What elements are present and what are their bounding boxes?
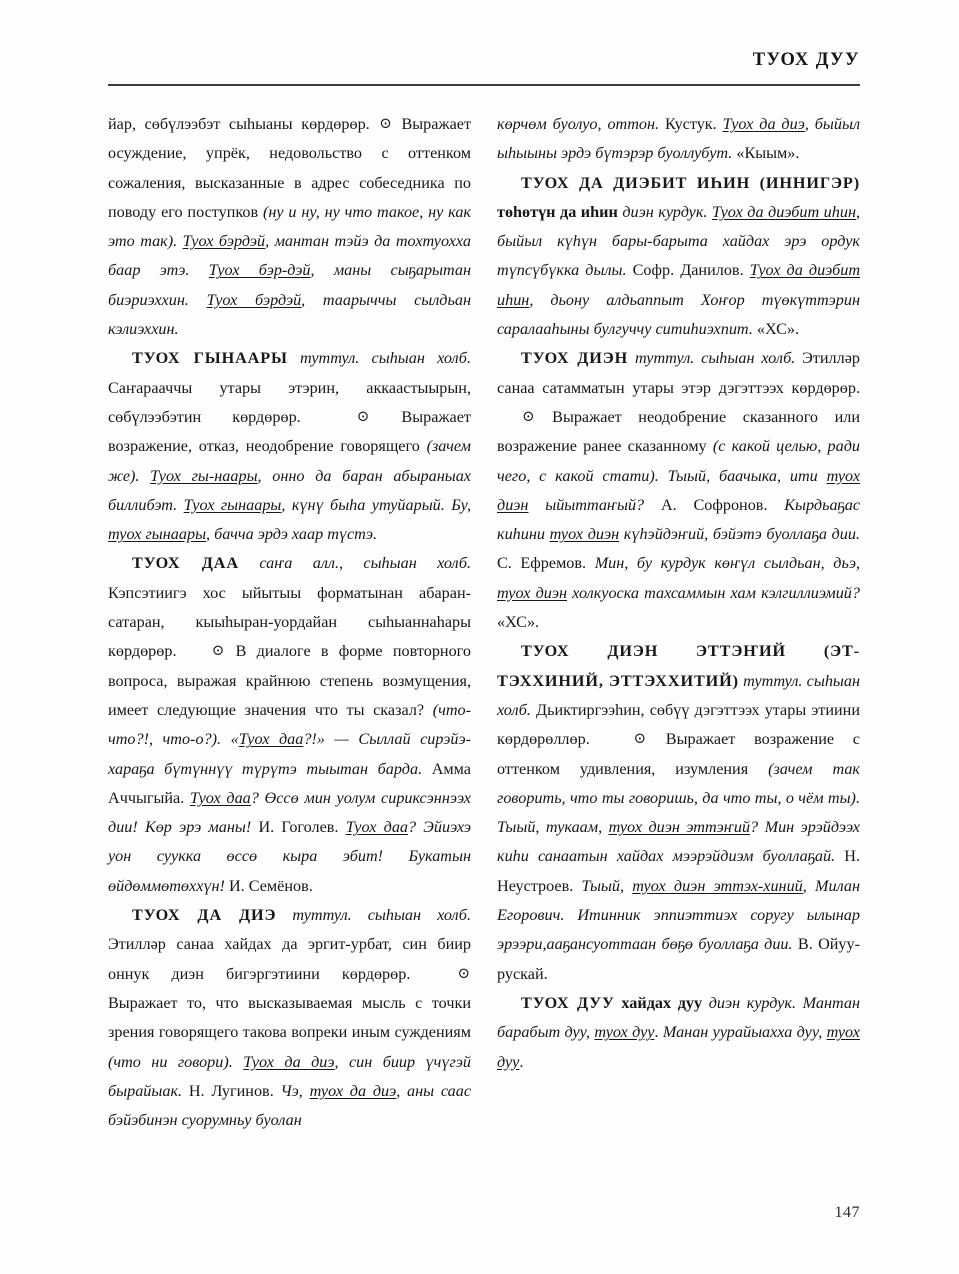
entry-headword: ТУОХ ДА ДИЭ [132,906,277,925]
example-prefix: Бу, [451,495,472,514]
entry-headword: ТУОХ ДАА [132,554,239,573]
entry-label: туттул. сыһыан холб. [635,349,796,368]
dictionary-entry [108,901,471,1135]
example-source: Амма Аччыгыйа. [108,759,471,807]
dictionary-entry [497,344,860,637]
entry-definition-sakha: Саҥарааччы утары этэрин, аккаастыырын, сөбүлээбэтин көрдөрөр. [108,378,471,426]
entry-definition-sakha: Дьиктиргээһин, сөбүү дэгэттээх утары этиини көрдөрөллөр. [497,700,860,749]
entry-gloss-paren: (с какой целью, ради чего, с какой стати). [497,437,860,485]
carryover-gloss-paren: (ну и ну, ну что такое, ну как это так). [108,202,471,251]
collocation: Туох гынаары [183,495,282,514]
entry-label: туттул. сыһыан холб. [292,906,471,925]
entry-headword: ТУОХ ДИЭН ЭТТЭҤИЙ (ЭТ-ТЭХХИНИЙ, ЭТТЭХХИТИЙ) [497,642,860,690]
example-text: , онно да баран абыраныах биллибэт. [108,466,471,514]
entry-label: туттул. сыһыан холб. [300,349,471,368]
entry-definition-sakha: Этилләр санаа хайдах да эргит-урбат, син биир оннук диэн бигэргэтиини көрдөрөр. [108,935,471,983]
collocation: туох дуу [497,1023,860,1071]
example-prefix: Кырдьаҕас киһини [497,495,861,544]
entry-gloss-paren: (зачем так говорить, что ты говоришь, да что ты, о чём ты). [497,759,860,807]
example-prefix: Тыый, тукаам, [497,818,609,837]
entry-label: туттул. сыһыан холб. [497,671,861,719]
sense-bullet-icon: ⊙ [457,965,471,982]
entry-gloss-paren: (зачем же). [108,437,471,485]
entry-headword-variant: хайдах дуу [621,993,703,1012]
collocation: туох да диэ [309,1081,397,1100]
example-prefix: Тыый, баачыка, ити [667,466,827,485]
collocation: Туох даа [238,730,304,749]
entry-label: саҥа алл., сыһыан холб. [259,554,472,573]
example-source: «ХС». [756,320,800,339]
entry-label: диэн курдук. [708,993,796,1012]
sense-bullet-icon: ⊙ [633,731,647,748]
entry-headword: ТУОХ ДИЭН [521,349,629,368]
example-prefix: Манан уурайыахха дуу, [662,1023,823,1042]
example-text: , маны сыҕарытан биэриэххин. [108,261,472,309]
entry-headword: ТУОХ ГЫНААРЫ [132,349,288,368]
example-source: Н. Лугинов. [188,1081,274,1100]
example-text: , быйыл ыһыыны эрдэ бүтэрэр буоллубут. [497,115,860,163]
dictionary-entry: ТУОХ ДУУ хайдах дуу диэн курдук. Мантан барабыт дуу, туох дуу. Манан уурайыахха дуу, туох дуу. [497,993,861,1071]
entry-gloss-ru: Выражает возражение, отказ, неодобрение говорящего [108,407,472,456]
collocation: Туох да диэбит иһин [497,261,861,309]
collocation: Туох да диэбит иһин [712,202,856,221]
example-text: , бачча эрдэ хаар түстэ. [206,525,378,544]
carryover-gloss-ru: Выражает осуждение, упрёк, недовольство с оттенком сожаления, высказанные в адрес собеседника по поводу его поступков [108,115,472,221]
example-source: Н. Неустроев. [497,847,860,895]
entry-gloss-ru: Выражает возражение с оттенком удивления, изумления [497,730,860,778]
entry-label: диэн курдук. [622,202,708,221]
collocation: туох диэн [497,466,861,514]
left-column [108,110,471,1190]
sense-bullet-icon: ⊙ [211,643,225,660]
example-text: , быйыл күһүн бары-барыта хайдах эрэ ордук түпсүбүкка дылы. [497,202,861,280]
collocation: Туох да диэ [722,115,805,133]
collocation: туох диэн эттэҥий [608,818,751,837]
example-text: , күнү быһа утуйарый. [281,495,445,514]
entry-gloss-paren: (что ни говори). [108,1052,233,1071]
example-text: , таарыччы сылдьан кэлиэххин. [108,290,471,339]
example-source: В. Ойуу-рускай. [497,935,860,983]
collocation: Туох бэрдэй [206,290,302,309]
example-text: ? Мин эрэйдээх киһи санаатын хайдах мээрэйдиэм буоллаҕай. [497,818,860,866]
example-prefix: Мин, бу курдук көҥүл сылдьан, дьэ, [594,554,861,573]
entry-gloss-ru: Выражает то, что высказываемая мысль с точки зрения говорящего такова вопреки иным суждениям [108,993,471,1042]
entry-headword: ТУОХ ДА ДИЭБИТ ИҺИН (ИННИГЭР) [521,173,860,192]
entry-definition-sakha: Этилләр санаа сатамматын утары этэр дэгэттээх көрдөрөр. [497,349,860,397]
entry-headword-variant: төһөтүн да иһин [497,202,618,221]
example-prefix: Мантан барабыт дуу, [497,993,861,1042]
example-text: , аны саас бэйэбинэн суорумньу буолан [108,1081,472,1130]
collocation: Туох гы-наары [150,466,258,485]
page-number: 147 [834,1204,860,1221]
entry-headword: ТУОХ ДУУ [521,993,615,1012]
page-header [108,48,860,82]
example-text: ? Эйиэхэ уон суукка өссө кыра эбит! Букатын өйдөммөтөххүн! [108,818,472,895]
collocation: Туох да диэ [243,1052,335,1071]
entry-gloss-ru: В диалоге в форме повторного вопроса, выражая крайнюю степень возмущения, имеет следующие значения что ты сказал? [108,642,471,719]
example-text: ? Өссө мин уолум сириксэннээх дии! Көр эрэ маны! [108,788,471,837]
example-source: Кустук. [664,115,717,133]
collocation: туох диэн [549,525,620,544]
example-prefix: Чэ, [280,1081,310,1100]
dictionary-entry [497,169,860,345]
collocation: туох диэн эттэх-хиний [632,876,803,895]
entry-definition-sakha: Кэпсэтиигэ хос ыйытыы форматынан абаран-сатаран, кыыһыран-уордайан сыһыаннаһары көрдөрөр. [108,583,471,661]
example-source: Софр. Данилов. [632,261,744,280]
carryover-paragraph [108,110,471,344]
example-source: А. Софронов. [660,495,768,514]
example-text: күһэйдэҥий, бэйэтэ буоллаҕа дии. [619,525,860,544]
collocation: Туох бэр-дэй [208,261,311,280]
example-text: , дьону алдьаппыт Хоҥор түөкүттэрин саралааһыны булгуччу ситиһиэхпит. [497,290,860,339]
collocation: Туох даа [189,788,251,807]
right-column [497,110,860,1190]
example-source: И. Семёнов. [228,876,313,895]
example-text: , син биир үчүгэй бырайыак. [108,1052,471,1100]
example-source: И. Гоголев. [258,818,339,837]
running-title: ТУОХ ДУУ [752,50,860,70]
collocation: туох гынаары [108,525,207,544]
sense-bullet-icon: ⊙ [356,408,370,425]
header-rule [108,84,860,86]
example-source: «ХС». [497,613,540,632]
example-text: , Милан Егорович. Итинник эппиэттиэх соругу ылынар эрээри,ааҕансуоттаан бөҕө буоллаҕа дии. [497,876,860,954]
collocation: Туох даа [345,818,409,837]
example-source: «Кыым». [736,144,800,163]
sense-bullet-icon: ⊙ [379,116,392,132]
dictionary-entry [497,637,860,989]
example-prefix: Тыый, [581,876,633,895]
example-text: ?!» — Сыллай сирэйэ-хараҕа бүтүннүү түрүтэ тыытан барда. [108,730,472,778]
carryover-paragraph [497,110,860,169]
text-columns [108,110,860,1190]
example-text: ыйыттаҥый? [528,495,645,514]
entry-gloss-paren: (что-что?!, что-о?). [108,700,472,749]
entry-gloss-ru: Выражает неодобрение сказанного или возражение ранее сказанному [497,407,860,456]
carryover-line-start: көрчөм буолуо, оттон. [497,115,660,133]
collocation: туох диэн [497,583,568,602]
example-source: С. Ефремов. [497,554,587,573]
example-text: холкуоска тахсаммын хам кэлгиллиэмий? [567,583,860,602]
sense-bullet-icon: ⊙ [522,408,535,425]
example-prefix: « [230,730,239,749]
collocation: туох дуу [594,1023,655,1042]
example-text: , мантан тэйэ да тохтуохха баар этэ. [108,232,471,280]
dictionary-entry [108,549,471,901]
carryover-line-start: йар, сөбүлээбэт сыһыаны көрдөрөр. [108,115,370,133]
collocation: Туох бэрдэй [182,232,266,251]
dictionary-entry [108,344,471,549]
